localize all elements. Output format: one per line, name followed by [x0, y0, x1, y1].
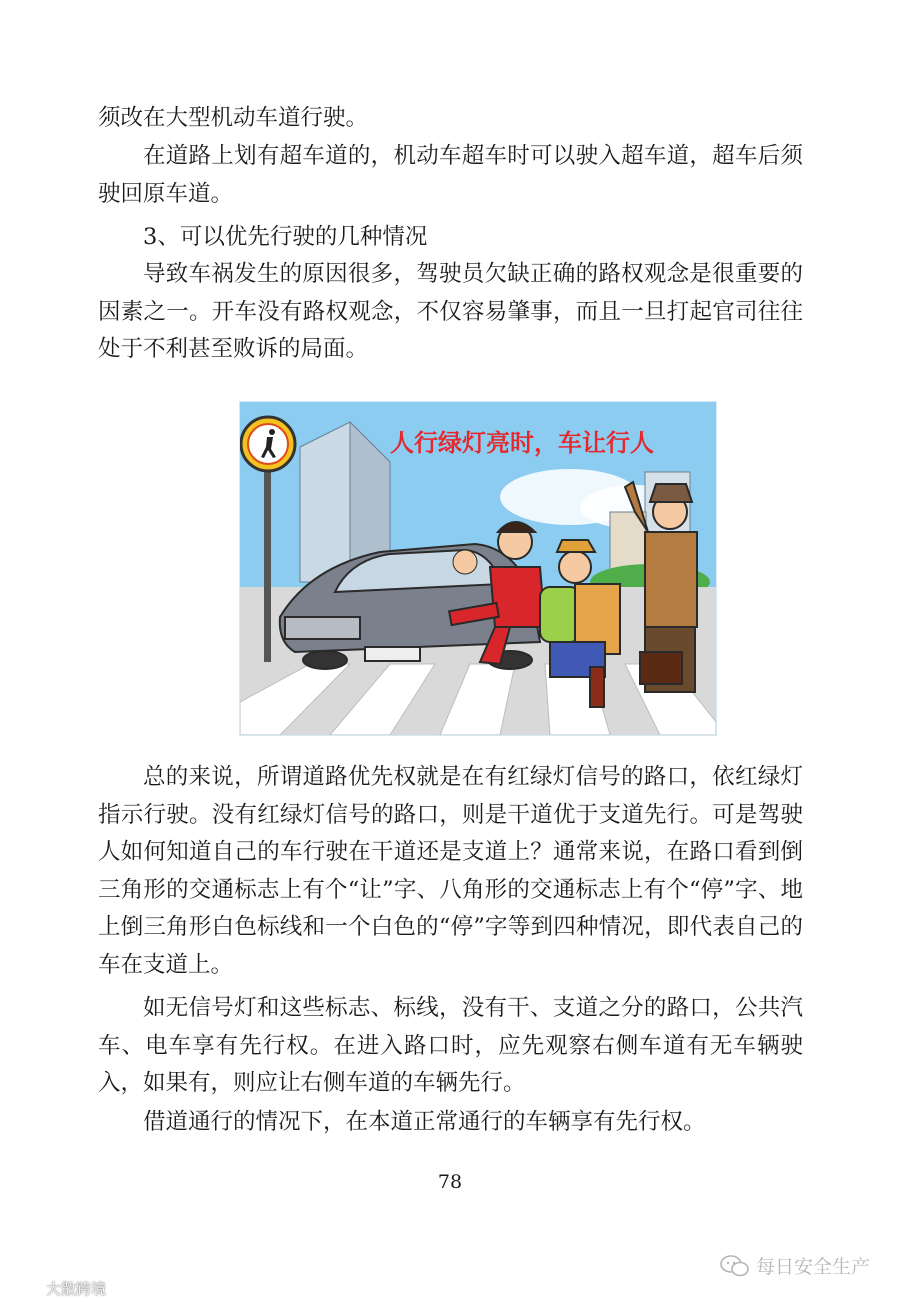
section-heading: 3、可以优先行驶的几种情况 [143, 224, 428, 250]
watermark-left-text: 大散跨境 [46, 1280, 107, 1298]
paragraph-priority-rules: 总的来说，所谓道路优先权就是在有红绿灯信号的路口，依红绿灯指示行驶。没有红绿灯信号的路口，则是干道优于支道先行。可是驾驶人如何知道自己的车行驶在干道还是支道上？通常来说，在路口看到倒三角形的交通标志上有个“让”字、八角形的交通标志上有个“停”字、地上倒三角形白色标线和一个白色的“停”字等到四种情况，即代表自己的车在支道上。 [98, 764, 803, 978]
watermark-right [720, 1252, 870, 1279]
watermark-logo-icon [8, 1281, 42, 1297]
watermark-right-text: 每日安全生产 [755, 1256, 870, 1278]
illustration-caption: 人行绿灯亮时，车让行人 [390, 429, 654, 457]
page-number: 78 [437, 1171, 463, 1193]
paragraph-continuation: 须改在大型机动车道行驶。 [98, 105, 369, 131]
wechat-icon [720, 1255, 750, 1277]
paragraph-borrowed-lane: 借道通行的情况下，在本道正常通行的车辆享有先行权。 [143, 1109, 706, 1135]
paragraph-overtaking-lane: 在道路上划有超车道的，机动车超车时可以驶入超车道，超车后须驶回原车道。 [98, 143, 803, 207]
paragraph-right-of-way-concept: 导致车祸发生的原因很多，驾驶员欠缺正确的路权观念是很重要的因素之一。开车没有路权观念，不仅容易肇事，而且一旦打起官司往往处于不利甚至败诉的局面。 [98, 261, 803, 363]
paragraph-no-signal-intersection: 如无信号灯和这些标志、标线，没有干、支道之分的路口，公共汽车、电车享有先行权。在进入路口时，应先观察右侧车道有无车辆驶入，如果有，则应让右侧车道的车辆先行。 [98, 995, 803, 1097]
watermark-left [8, 1278, 106, 1299]
crosswalk-illustration [239, 401, 717, 736]
